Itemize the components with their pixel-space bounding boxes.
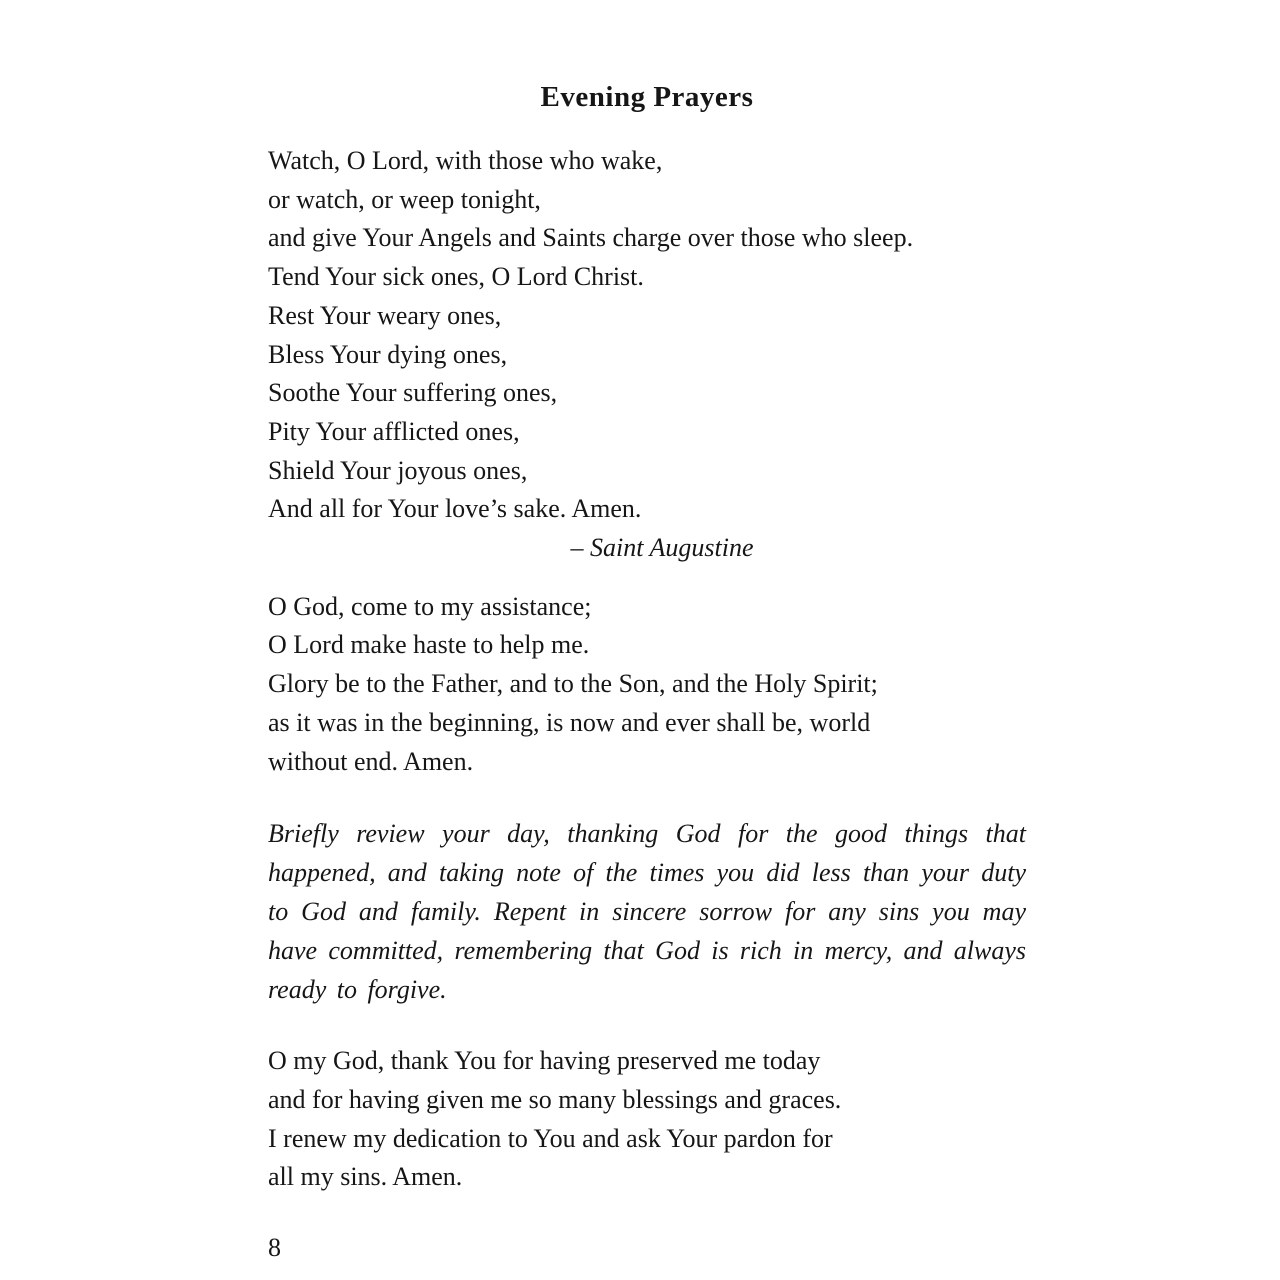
prayer-line: Rest Your weary ones,: [268, 300, 502, 330]
prayer-line: without end. Amen.: [268, 746, 474, 776]
prayer-line: as it was in the beginning, is now and ever shall be, world: [268, 707, 871, 737]
prayer-line: And all for Your love’s sake. Amen.: [268, 494, 642, 524]
page-title: Evening Prayers: [540, 81, 754, 113]
prayer-line: Bless Your dying ones,: [268, 339, 508, 369]
prayer-line: O my God, thank You for having preserved me today: [268, 1046, 821, 1076]
prayer-line: and give Your Angels and Saints charge over those who sleep.: [268, 223, 914, 253]
prayer-attribution: – Saint Augustine: [570, 533, 754, 563]
page-number: 8: [268, 1233, 281, 1263]
prayer-line: Tend Your sick ones, O Lord Christ.: [268, 262, 644, 292]
prayer-line: O God, come to my assistance;: [268, 591, 592, 621]
augustine-prayer: [268, 142, 1026, 568]
prayer-line: all my sins. Amen.: [268, 1162, 463, 1192]
prayer-line: Watch, O Lord, with those who wake,: [268, 146, 663, 175]
prayer-line: I renew my dedication to You and ask Your pardon for: [268, 1123, 833, 1153]
prayer-line: Soothe Your suffering ones,: [268, 378, 558, 408]
thanksgiving-prayer: [268, 1042, 1026, 1197]
prayer-line: and for having given me so many blessings and graces.: [268, 1084, 842, 1114]
page-content: [268, 80, 1026, 1268]
prayer-line: Glory be to the Father, and to the Son, and the Holy Spirit;: [268, 669, 878, 699]
invocation-prayer: [268, 588, 1026, 782]
prayer-line: Pity Your afflicted ones,: [268, 416, 520, 446]
examen-instruction: Briefly review your day, thanking God for the good things that happened, and taking note of the times you did less than your duty to God and family. Repent in sincere sorrow for any sins you may have committed, remembering that God is rich in mercy, and always ready to forgive.: [268, 819, 1026, 1005]
prayer-line: or watch, or weep tonight,: [268, 184, 541, 214]
prayer-line: Shield Your joyous ones,: [268, 455, 528, 485]
prayer-line: O Lord make haste to help me.: [268, 630, 590, 660]
